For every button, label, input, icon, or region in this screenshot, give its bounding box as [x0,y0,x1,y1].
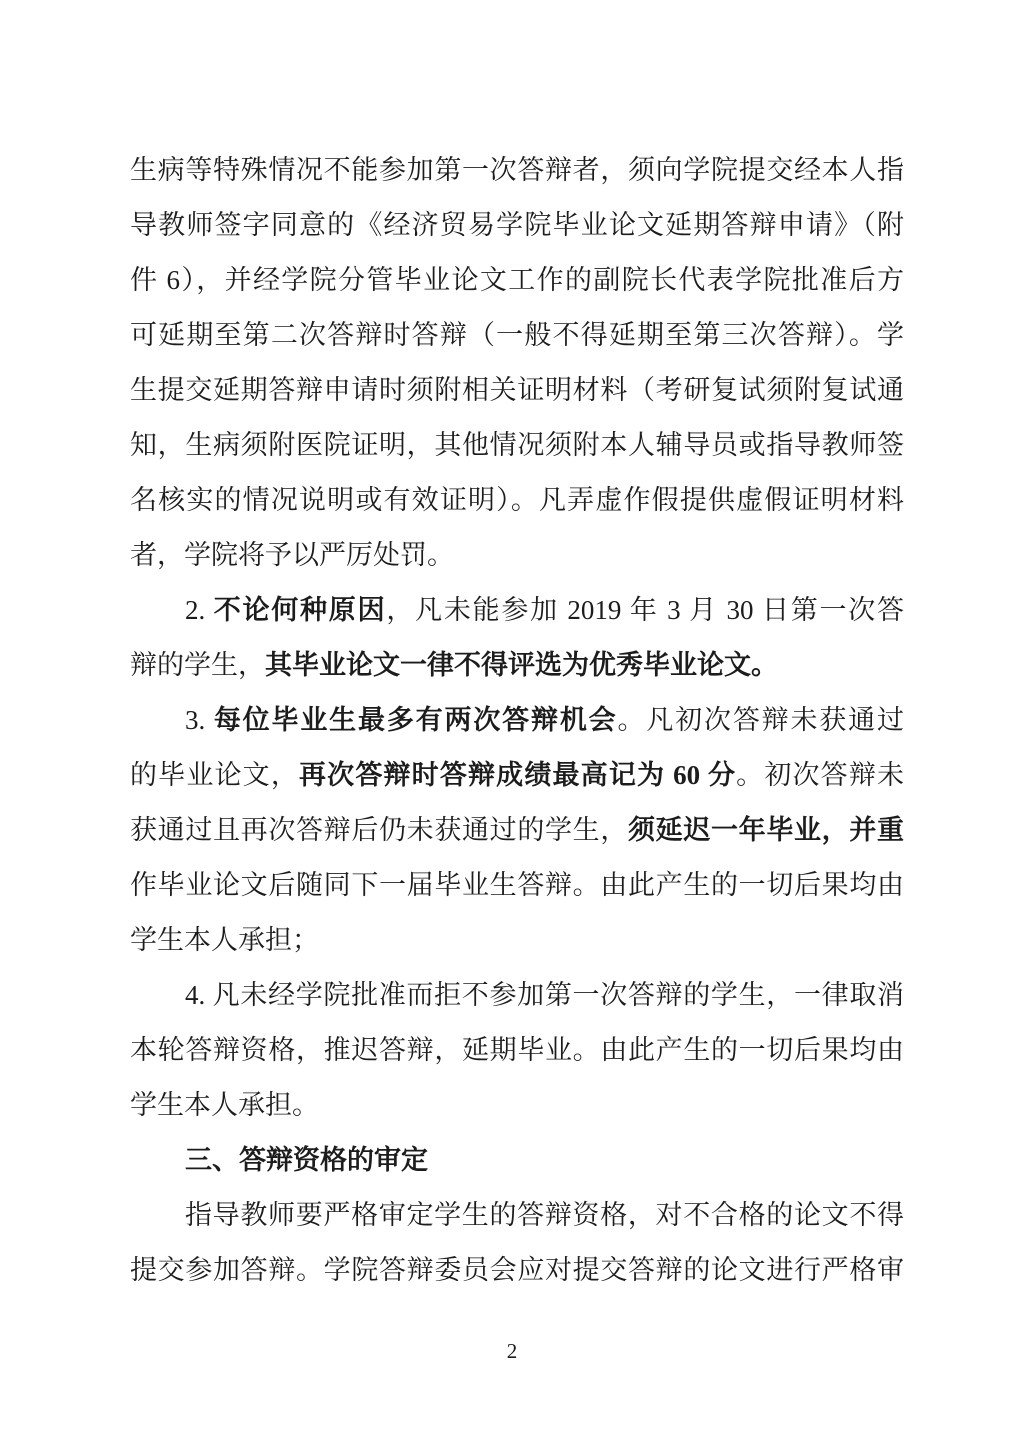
text-segment: 提交参加答辩。学院答辩委员会应对提交答辩的论文进行严格审 [130,1255,904,1285]
bold-text-segment: 其毕业论文一律不得评选为优秀毕业论文。 [265,650,778,680]
text-segment: 名核实的情况说明或有效证明）。凡弄虚作假提供虚假证明材料 [130,485,904,515]
text-line [130,913,904,968]
text-line [130,198,904,253]
text-line [130,528,904,583]
text-line [130,363,904,418]
text-line [130,1078,904,1133]
text-segment: 3. [185,705,214,735]
text-line [130,253,904,308]
text-line [130,1243,904,1298]
text-line [130,693,904,748]
page-number: 2 [506,1339,518,1363]
text-line [130,1133,904,1188]
text-segment: 可延期至第二次答辩时答辩（一般不得延期至第三次答辩）。学 [130,320,904,350]
bold-text-segment: 三、答辩资格的审定 [185,1145,428,1175]
text-line [130,638,904,693]
text-line [130,1188,904,1243]
text-segment: 学生本人承担； [130,925,319,955]
text-segment: 2. [185,595,214,625]
text-line [130,143,904,198]
text-segment: 获通过且再次答辩后仍未获通过的学生， [130,815,628,845]
text-line [130,968,904,1023]
bold-text-segment: 须延迟一年毕业，并重 [628,815,904,845]
text-segment: 件 6），并经学院分管毕业论文工作的副院长代表学院批准后方 [130,265,904,295]
text-segment: 。初次答辩未 [736,760,904,790]
text-segment: 生病等特殊情况不能参加第一次答辩者，须向学院提交经本人指 [130,155,904,185]
text-segment: 生提交延期答辩申请时须附相关证明材料（考研复试须附复试通 [130,375,904,405]
text-segment: 。凡初次答辩未获通过 [617,705,904,735]
text-segment: 导教师签字同意的《经济贸易学院毕业论文延期答辩申请》（附 [130,210,904,240]
text-segment: ，凡未能参加 2019 年 3 月 30 日第一次答 [386,595,904,625]
text-segment: 4. 凡未经学院批准而拒不参加第一次答辩的学生，一律取消 [185,980,904,1010]
bold-text-segment: 每位毕业生最多有两次答辩机会 [213,705,618,735]
text-segment: 本轮答辩资格，推迟答辩，延期毕业。由此产生的一切后果均由 [130,1035,904,1065]
text-segment: 知，生病须附医院证明，其他情况须附本人辅导员或指导教师签 [130,430,904,460]
text-segment: 者，学院将予以严厉处罚。 [130,540,454,570]
text-line [130,748,904,803]
text-line [130,858,904,913]
text-segment: 辩的学生， [130,650,265,680]
text-segment: 学生本人承担。 [130,1090,319,1120]
text-line [130,1023,904,1078]
text-line [130,308,904,363]
bold-text-segment: 不论何种原因 [213,595,387,625]
text-block [130,143,904,1298]
text-segment: 指导教师要严格审定学生的答辩资格，对不合格的论文不得 [185,1200,904,1230]
text-line [130,473,904,528]
text-line [130,803,904,858]
text-segment: 的毕业论文， [130,760,299,790]
text-line [130,418,904,473]
text-line [130,583,904,638]
text-segment: 作毕业论文后随同下一届毕业生答辩。由此产生的一切后果均由 [130,870,904,900]
bold-text-segment: 再次答辩时答辩成绩最高记为 60 分 [299,760,737,790]
